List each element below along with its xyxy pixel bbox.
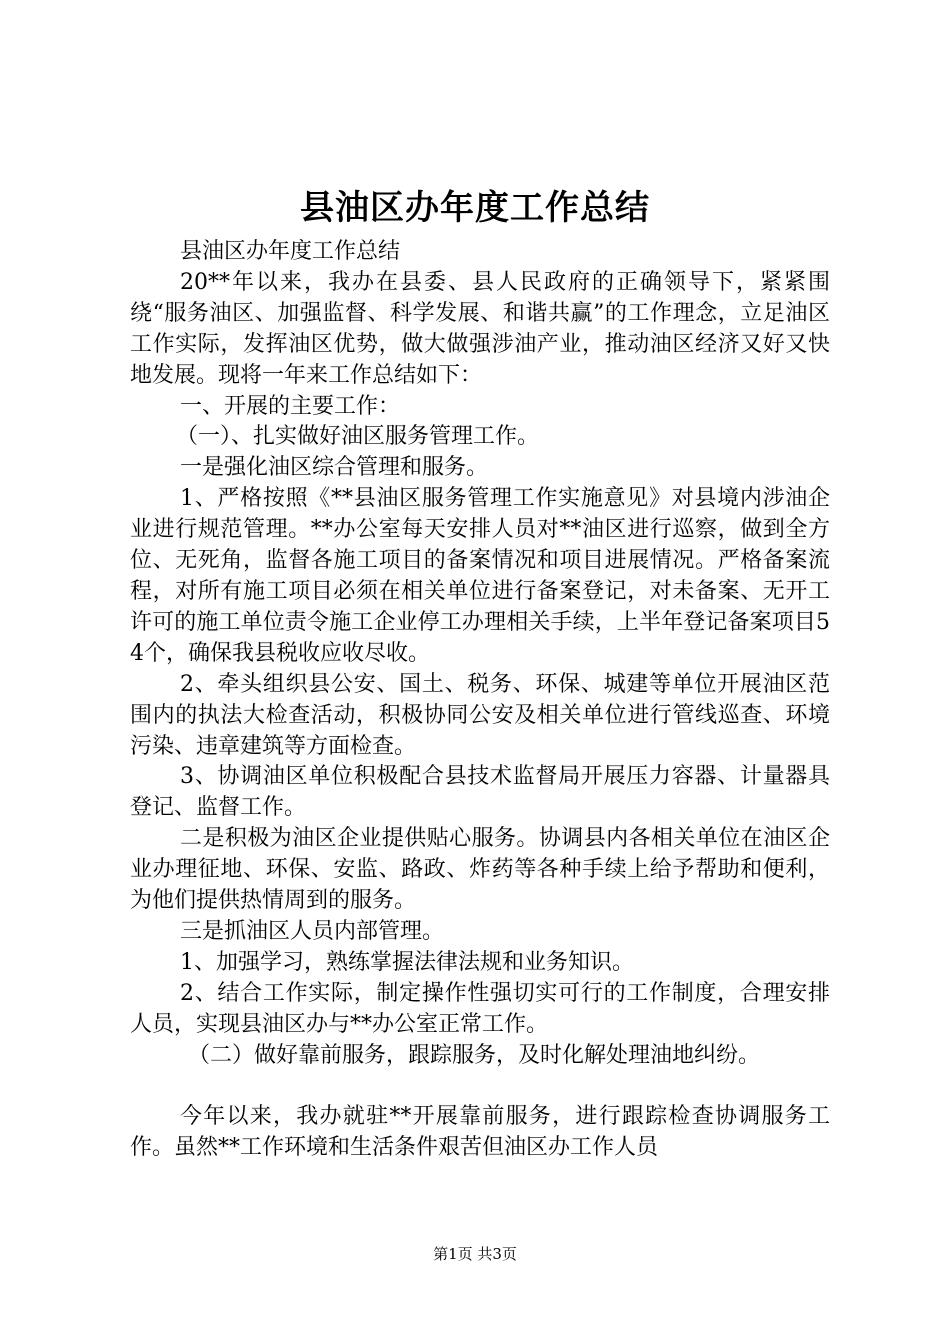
paragraph-item-3-1: 1、加强学习，熟练掌握法律法规和业务知识。 (180, 949, 634, 975)
document-title: 县油区办年度工作总结 (300, 188, 650, 228)
paragraph-intro: 20**年以来，我办在县委、县人民政府的正确领导下，紧紧围绕“服务油区、加强监督、科学发展、和谐共赢”的工作理念，立足油区工作实际，发挥油区优势，做大做强涉油产业，推动油区经济又好又快地发展。现将一年来工作总结如下： (130, 269, 830, 388)
page-footer: 第1页 共3页 (433, 1245, 517, 1263)
subsection-heading-1: （一）、扎实做好油区服务管理工作。 (176, 424, 540, 450)
paragraph-subtitle: 县油区办年度工作总结 (180, 239, 401, 264)
paragraph-item-3-2: 2、结合工作实际，制定操作性强切实可行的工作制度，合理安排人员，实现县油区办与**办公室正常工作。 (130, 980, 830, 1037)
paragraph-point-1: 一是强化油区综合管理和服务。 (180, 455, 489, 481)
subsection-heading-2: （二）做好靠前服务，跟踪服务，及时化解处理油地纠纷。 (188, 1042, 761, 1068)
paragraph-point-3: 三是抓油区人员内部管理。 (180, 918, 445, 944)
paragraph-closing: 今年以来，我办就驻**开展靠前服务，进行跟踪检查协调服务工作。虽然**工作环境和生活条件艰苦但油区办工作人员 (130, 1104, 830, 1161)
paragraph-point-2: 二是积极为油区企业提供贴心服务。协调县内各相关单位在油区企业办理征地、环保、安监、路政、炸药等各种手续上给予帮助和便利，为他们提供热情周到的服务。 (130, 826, 830, 914)
section-heading-main-work: 一、开展的主要工作： (180, 393, 401, 419)
paragraph-item-1-3: 3、协调油区单位积极配合县技术监督局开展压力容器、计量器具登记、监督工作。 (130, 764, 830, 821)
paragraph-item-1-1: 1、严格按照《**县油区服务管理工作实施意见》对县境内涉油企业进行规范管理。**办公室每天安排人员对**油区进行巡察，做到全方位、无死角，监督各施工项目的备案情况和项目进展情况。严格备案流程，对所有施工项目必须在相关单位进行备案登记，对未备案、无开工许可的施工单位责令施工企业停工办理相关手续，上半年登记备案项目54个，确保我县税收应收尽收。 (130, 486, 830, 666)
paragraph-item-1-2: 2、牵头组织县公安、国土、税务、环保、城建等单位开展油区范围内的执法大检查活动，积极协同公安及相关单位进行管线巡查、环境污染、违章建筑等方面检查。 (130, 671, 830, 759)
document-body (130, 237, 830, 1164)
paragraph-gap (130, 1071, 830, 1102)
